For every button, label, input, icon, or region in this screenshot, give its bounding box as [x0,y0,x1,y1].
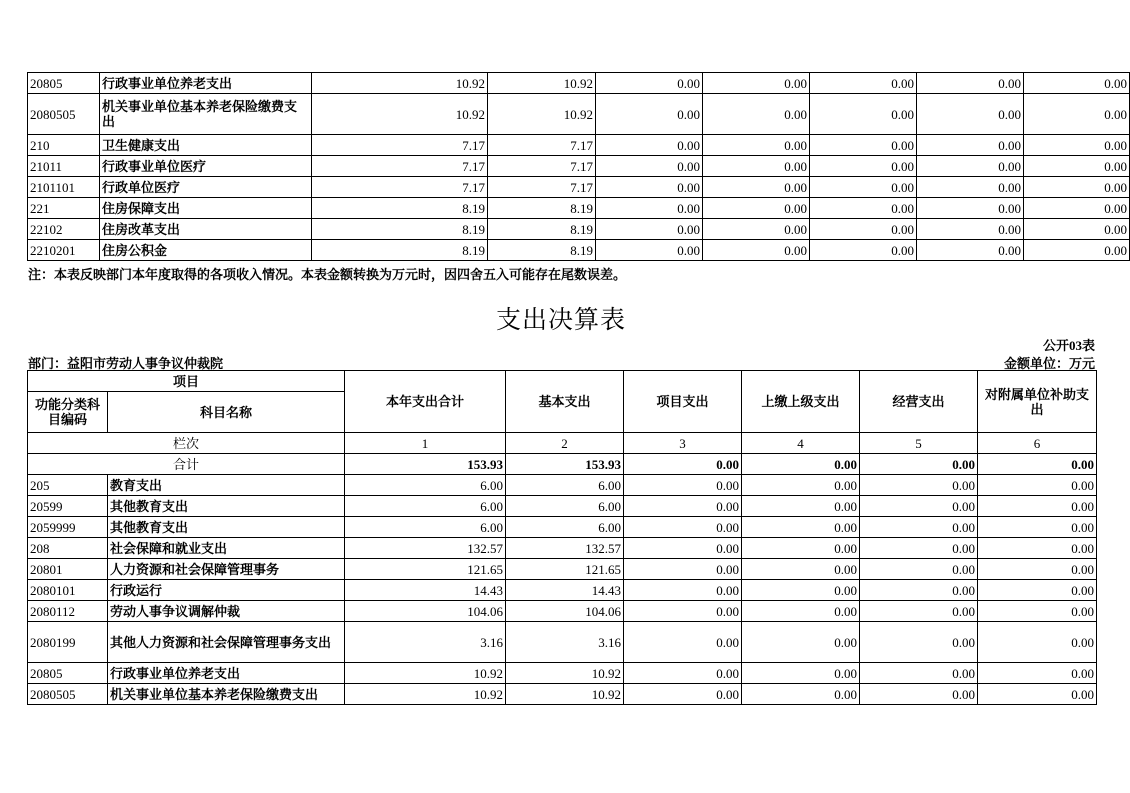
value-cell: 0.00 [978,601,1097,622]
subject-name: 其他教育支出 [108,517,345,538]
value-cell: 0.00 [978,496,1097,517]
subject-code: 2080505 [28,684,108,705]
value-cell: 0.00 [917,219,1024,240]
subject-code: 20801 [28,559,108,580]
value-cell: 0.00 [624,601,742,622]
value-cell: 0.00 [810,135,917,156]
header-col: 本年支出合计 [345,371,506,433]
value-cell: 0.00 [860,663,978,684]
subject-code: 205 [28,475,108,496]
value-cell: 0.00 [1024,156,1130,177]
header-code-col: 功能分类科目编码 [28,392,108,433]
subject-name: 行政单位医疗 [100,177,312,198]
subject-name: 教育支出 [108,475,345,496]
value-cell: 0.00 [624,580,742,601]
header-col: 上缴上级支出 [742,371,860,433]
value-cell: 0.00 [860,559,978,580]
amount-unit-label: 金额单位：万元 [1003,356,1095,371]
value-cell: 0.00 [978,622,1097,663]
subject-name: 人力资源和社会保障管理事务 [108,559,345,580]
value-cell: 0.00 [978,517,1097,538]
column-number: 2 [506,433,624,454]
value-cell: 7.17 [312,177,488,198]
value-cell: 8.19 [312,198,488,219]
value-cell: 0.00 [978,663,1097,684]
value-cell: 3.16 [506,622,624,663]
table-row [28,475,1097,496]
subject-code: 2080112 [28,601,108,622]
value-cell: 0.00 [978,684,1097,705]
value-cell: 7.17 [488,135,596,156]
value-cell: 0.00 [596,219,703,240]
value-cell: 0.00 [1024,240,1130,261]
subject-code: 2080101 [28,580,108,601]
table-note: 注：本表反映部门本年度取得的各项收入情况。本表金额转换为万元时，因四舍五入可能存在尾数误差。 [28,267,627,282]
value-cell: 0.00 [596,135,703,156]
value-cell: 0.00 [742,538,860,559]
value-cell: 0.00 [624,663,742,684]
column-number: 4 [742,433,860,454]
value-cell: 6.00 [345,496,506,517]
value-cell: 0.00 [742,517,860,538]
value-cell: 0.00 [742,580,860,601]
value-cell: 8.19 [312,219,488,240]
table-row [28,684,1097,705]
table-row [28,517,1097,538]
table-row [28,135,1130,156]
value-cell: 14.43 [345,580,506,601]
subject-code: 21011 [28,156,100,177]
value-cell: 7.17 [312,156,488,177]
value-cell: 0.00 [860,496,978,517]
value-cell: 0.00 [624,538,742,559]
value-cell: 0.00 [1024,177,1130,198]
subject-code: 2080199 [28,622,108,663]
value-cell: 0.00 [1024,94,1130,135]
column-number: 3 [624,433,742,454]
value-cell: 0.00 [810,240,917,261]
value-cell: 0.00 [978,475,1097,496]
value-cell: 0.00 [1024,73,1130,94]
value-cell: 7.17 [488,156,596,177]
value-cell: 6.00 [506,517,624,538]
value-cell: 0.00 [860,684,978,705]
value-cell: 132.57 [345,538,506,559]
table-row [28,580,1097,601]
value-cell: 7.17 [488,177,596,198]
column-number: 1 [345,433,506,454]
value-cell: 0.00 [810,219,917,240]
value-cell: 6.00 [345,475,506,496]
total-value: 0.00 [860,454,978,475]
value-cell: 14.43 [506,580,624,601]
value-cell: 0.00 [810,156,917,177]
subject-name: 机关事业单位基本养老保险缴费支出 [100,94,312,135]
value-cell: 0.00 [624,684,742,705]
subject-name: 行政事业单位养老支出 [108,663,345,684]
value-cell: 0.00 [978,559,1097,580]
table-row [28,219,1130,240]
value-cell: 10.92 [488,73,596,94]
value-cell: 0.00 [703,177,810,198]
value-cell: 8.19 [312,240,488,261]
header-col: 项目支出 [624,371,742,433]
value-cell: 0.00 [810,198,917,219]
value-cell: 104.06 [506,601,624,622]
subject-name: 社会保障和就业支出 [108,538,345,559]
value-cell: 0.00 [1024,135,1130,156]
value-cell: 0.00 [917,135,1024,156]
subject-code: 208 [28,538,108,559]
header-name-col: 科目名称 [108,392,345,433]
header-col: 经营支出 [860,371,978,433]
column-number: 5 [860,433,978,454]
subject-code: 20805 [28,73,100,94]
value-cell: 10.92 [506,663,624,684]
value-cell: 121.65 [345,559,506,580]
value-cell: 0.00 [703,198,810,219]
income-table-continuation [27,72,1130,261]
table-row [28,94,1130,135]
value-cell: 8.19 [488,240,596,261]
subject-name: 卫生健康支出 [100,135,312,156]
table-row [28,496,1097,517]
expenditure-table [27,370,1097,705]
subject-name: 机关事业单位基本养老保险缴费支出 [108,684,345,705]
value-cell: 8.19 [488,219,596,240]
table-row [28,73,1130,94]
column-number-row [28,433,1097,454]
value-cell: 0.00 [703,156,810,177]
subject-name: 住房改革支出 [100,219,312,240]
value-cell: 7.17 [312,135,488,156]
table-row [28,663,1097,684]
table-row [28,177,1130,198]
header-item: 项目 [28,371,345,392]
value-cell: 10.92 [506,684,624,705]
value-cell: 0.00 [1024,219,1130,240]
value-cell: 0.00 [978,538,1097,559]
table-row [28,198,1130,219]
department-label: 部门：益阳市劳动人事争议仲裁院 [28,356,224,371]
subject-code: 22102 [28,219,100,240]
subject-code: 2080505 [28,94,100,135]
lanci-label: 栏次 [28,433,345,454]
value-cell: 10.92 [345,684,506,705]
table-row [28,559,1097,580]
subject-name: 劳动人事争议调解仲裁 [108,601,345,622]
value-cell: 0.00 [860,517,978,538]
value-cell: 0.00 [703,73,810,94]
value-cell: 0.00 [1024,198,1130,219]
subject-code: 210 [28,135,100,156]
value-cell: 0.00 [624,559,742,580]
value-cell: 0.00 [624,496,742,517]
table-row [28,622,1097,663]
value-cell: 0.00 [703,135,810,156]
total-value: 153.93 [506,454,624,475]
value-cell: 104.06 [345,601,506,622]
value-cell: 0.00 [596,177,703,198]
value-cell: 0.00 [742,601,860,622]
subject-code: 2210201 [28,240,100,261]
value-cell: 0.00 [917,156,1024,177]
subject-code: 20805 [28,663,108,684]
value-cell: 121.65 [506,559,624,580]
total-value: 0.00 [742,454,860,475]
value-cell: 0.00 [810,94,917,135]
table-row [28,601,1097,622]
table-row [28,240,1130,261]
subject-name: 行政事业单位医疗 [100,156,312,177]
value-cell: 0.00 [624,475,742,496]
value-cell: 10.92 [345,663,506,684]
expenditure-table-body [28,454,1097,705]
value-cell: 6.00 [345,517,506,538]
total-row [28,454,1097,475]
subject-code: 20599 [28,496,108,517]
header-col: 基本支出 [506,371,624,433]
value-cell: 0.00 [917,94,1024,135]
value-cell: 0.00 [860,601,978,622]
value-cell: 0.00 [860,622,978,663]
value-cell: 0.00 [978,580,1097,601]
value-cell: 0.00 [596,156,703,177]
value-cell: 0.00 [624,517,742,538]
table-row [28,538,1097,559]
header-col: 对附属单位补助支出 [978,371,1097,433]
value-cell: 0.00 [624,622,742,663]
value-cell: 0.00 [860,538,978,559]
page-title: 支出决算表 [495,305,626,334]
column-number: 6 [978,433,1097,454]
value-cell: 10.92 [312,94,488,135]
value-cell: 6.00 [506,475,624,496]
total-value: 153.93 [345,454,506,475]
value-cell: 0.00 [810,177,917,198]
subject-name: 其他教育支出 [108,496,345,517]
value-cell: 0.00 [742,684,860,705]
value-cell: 0.00 [917,177,1024,198]
value-cell: 0.00 [596,198,703,219]
value-cell: 0.00 [742,622,860,663]
value-cell: 0.00 [596,94,703,135]
value-cell: 0.00 [860,580,978,601]
value-cell: 10.92 [312,73,488,94]
subject-name: 住房保障支出 [100,198,312,219]
value-cell: 3.16 [345,622,506,663]
total-value: 0.00 [978,454,1097,475]
expenditure-table-header [28,371,1097,454]
value-cell: 0.00 [742,496,860,517]
value-cell: 0.00 [742,475,860,496]
income-table-body [28,73,1130,261]
value-cell: 0.00 [596,240,703,261]
subject-name: 行政事业单位养老支出 [100,73,312,94]
value-cell: 8.19 [488,198,596,219]
subject-name: 行政运行 [108,580,345,601]
value-cell: 0.00 [703,240,810,261]
value-cell: 6.00 [506,496,624,517]
total-value: 0.00 [624,454,742,475]
subject-code: 2059999 [28,517,108,538]
value-cell: 0.00 [596,73,703,94]
value-cell: 10.92 [488,94,596,135]
value-cell: 0.00 [810,73,917,94]
subject-name: 住房公积金 [100,240,312,261]
value-cell: 0.00 [703,94,810,135]
value-cell: 0.00 [703,219,810,240]
table-row [28,156,1130,177]
total-label: 合计 [28,454,345,475]
value-cell: 0.00 [860,475,978,496]
public-table-number: 公开03表 [1042,338,1095,353]
subject-code: 221 [28,198,100,219]
value-cell: 0.00 [917,198,1024,219]
value-cell: 0.00 [742,663,860,684]
header-row [28,371,1097,392]
value-cell: 0.00 [917,240,1024,261]
value-cell: 0.00 [742,559,860,580]
subject-code: 2101101 [28,177,100,198]
subject-name: 其他人力资源和社会保障管理事务支出 [108,622,345,663]
value-cell: 0.00 [917,73,1024,94]
value-cell: 132.57 [506,538,624,559]
